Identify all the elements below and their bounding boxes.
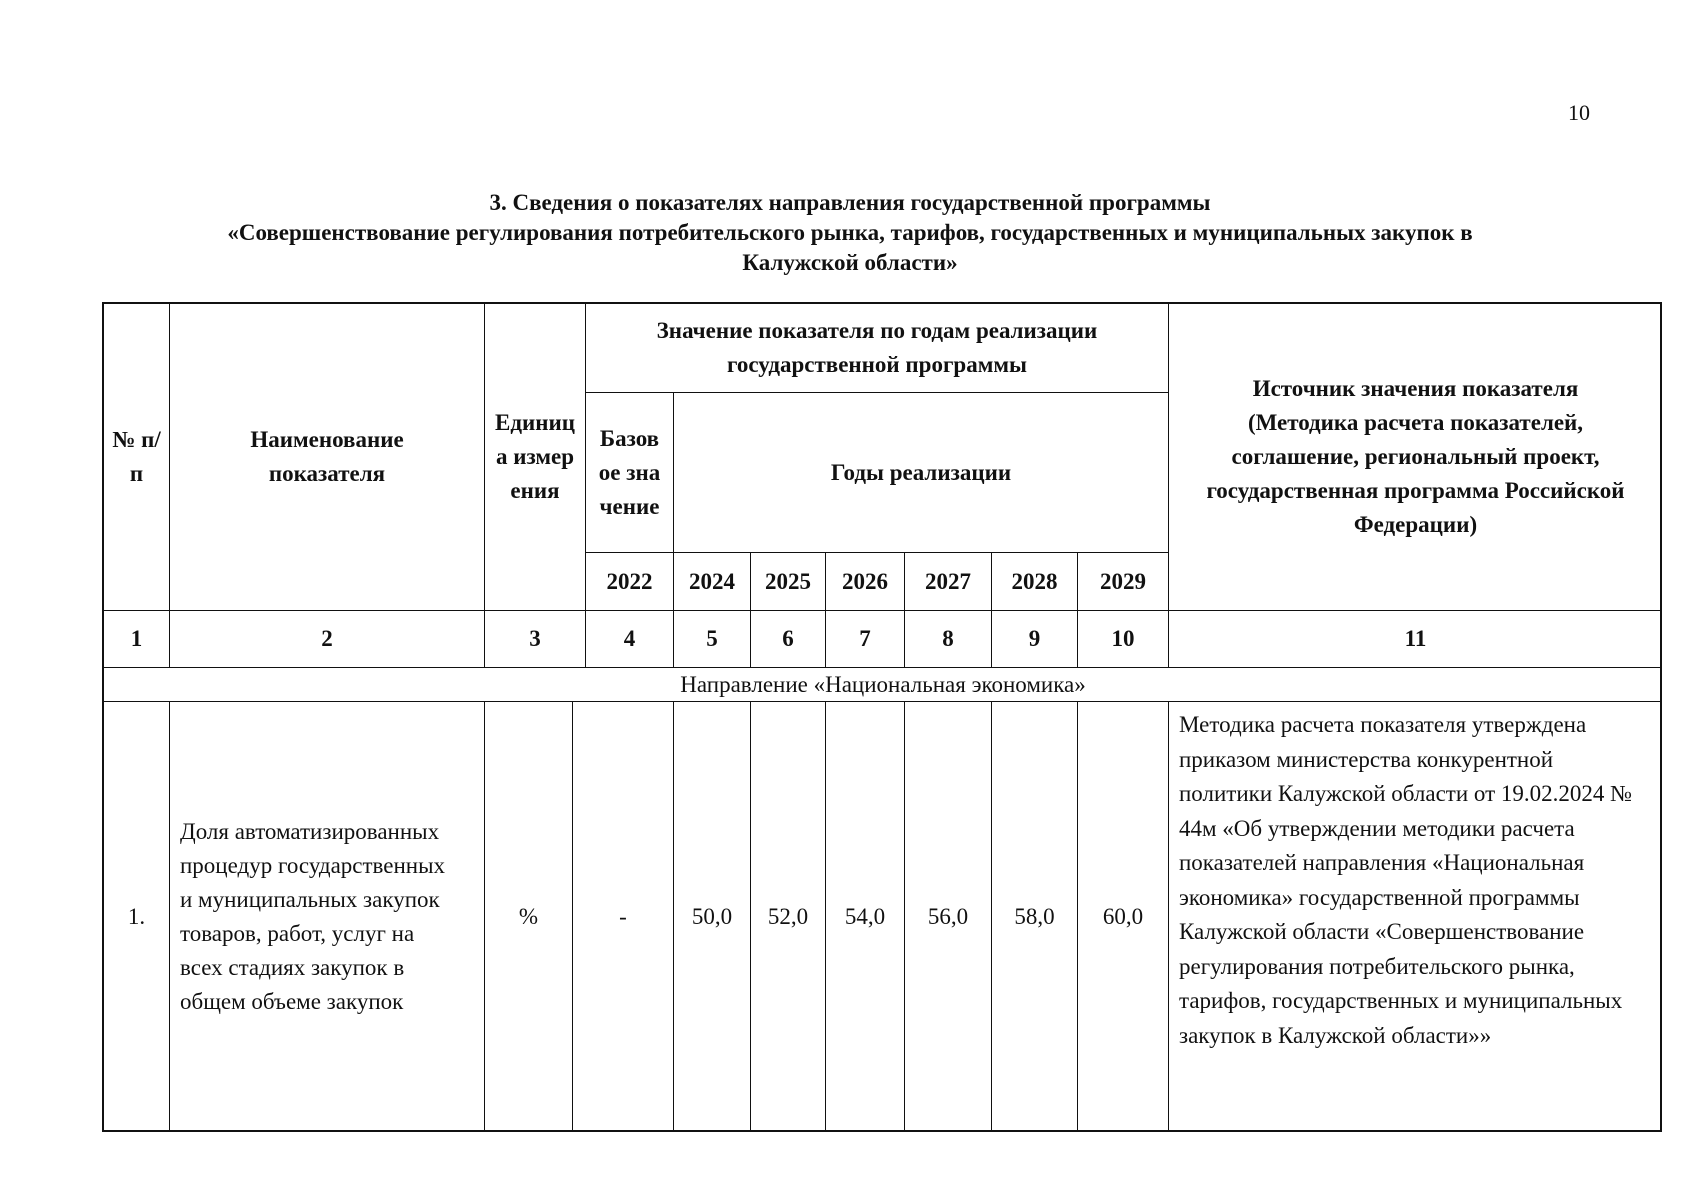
row-value: 52,0 — [751, 702, 826, 1132]
column-number: 10 — [1078, 611, 1169, 668]
title-line-3: Калужской области» — [742, 250, 958, 275]
header-year: 2029 — [1078, 553, 1169, 611]
row-value: 58,0 — [992, 702, 1078, 1132]
column-number: 2 — [170, 611, 485, 668]
row-unit: % — [485, 702, 573, 1132]
column-number: 1 — [104, 611, 170, 668]
header-year: 2026 — [826, 553, 905, 611]
header-base-year: 2022 — [586, 553, 674, 611]
column-number: 11 — [1169, 611, 1662, 668]
row-base: - — [573, 702, 674, 1132]
header-source: Источник значения показателя (Методика расчета показателей, соглашение, региональный проект, государственная программа Российской Федерации) — [1169, 304, 1662, 611]
section-heading: Направление «Национальная экономика» — [104, 668, 1662, 702]
column-number: 8 — [905, 611, 992, 668]
header-year: 2028 — [992, 553, 1078, 611]
row-value: 60,0 — [1078, 702, 1169, 1132]
row-name: Доля автоматизированных процедур государственных и муниципальных закупок товаров, работ, услуг на всех стадиях закупок в общем объеме закупок — [170, 702, 485, 1132]
column-number: 9 — [992, 611, 1078, 668]
header-num: № п/п — [104, 304, 170, 611]
header-name: Наименование показателя — [170, 304, 485, 611]
row-num: 1. — [104, 702, 170, 1132]
header-year: 2024 — [674, 553, 751, 611]
document-title — [100, 188, 1600, 278]
title-line-2: «Совершенствование регулирования потребительского рынка, тарифов, государственных и муниципальных закупок в — [227, 220, 1473, 245]
column-number: 5 — [674, 611, 751, 668]
indicators-table — [102, 302, 1662, 1132]
header-years-group: Годы реализации — [674, 393, 1169, 553]
row-value: 56,0 — [905, 702, 992, 1132]
column-number: 7 — [826, 611, 905, 668]
column-number: 4 — [586, 611, 674, 668]
header-year: 2027 — [905, 553, 992, 611]
header-value-group: Значение показателя по годам реализации государственной программы — [586, 304, 1169, 393]
header-year: 2025 — [751, 553, 826, 611]
row-value: 50,0 — [674, 702, 751, 1132]
page-number: 10 — [1568, 100, 1590, 125]
header-unit: Единица измерения — [485, 304, 586, 611]
column-number: 3 — [485, 611, 586, 668]
row-value: 54,0 — [826, 702, 905, 1132]
row-source: Методика расчета показателя утверждена приказом министерства конкурентной политики Калужской области от 19.02.2024 № 44м «Об утверждении методики расчета показателей направления «Национальная экономика» государственной программы Калужской области «Совершенствование регулирования потребительского рынка, тарифов, государственных и муниципальных закупок в Калужской области»» — [1179, 712, 1633, 1048]
column-number: 6 — [751, 611, 826, 668]
title-line-1: 3. Сведения о показателях направления государственной программы — [489, 190, 1211, 215]
header-base: Базовое значение — [586, 393, 674, 553]
